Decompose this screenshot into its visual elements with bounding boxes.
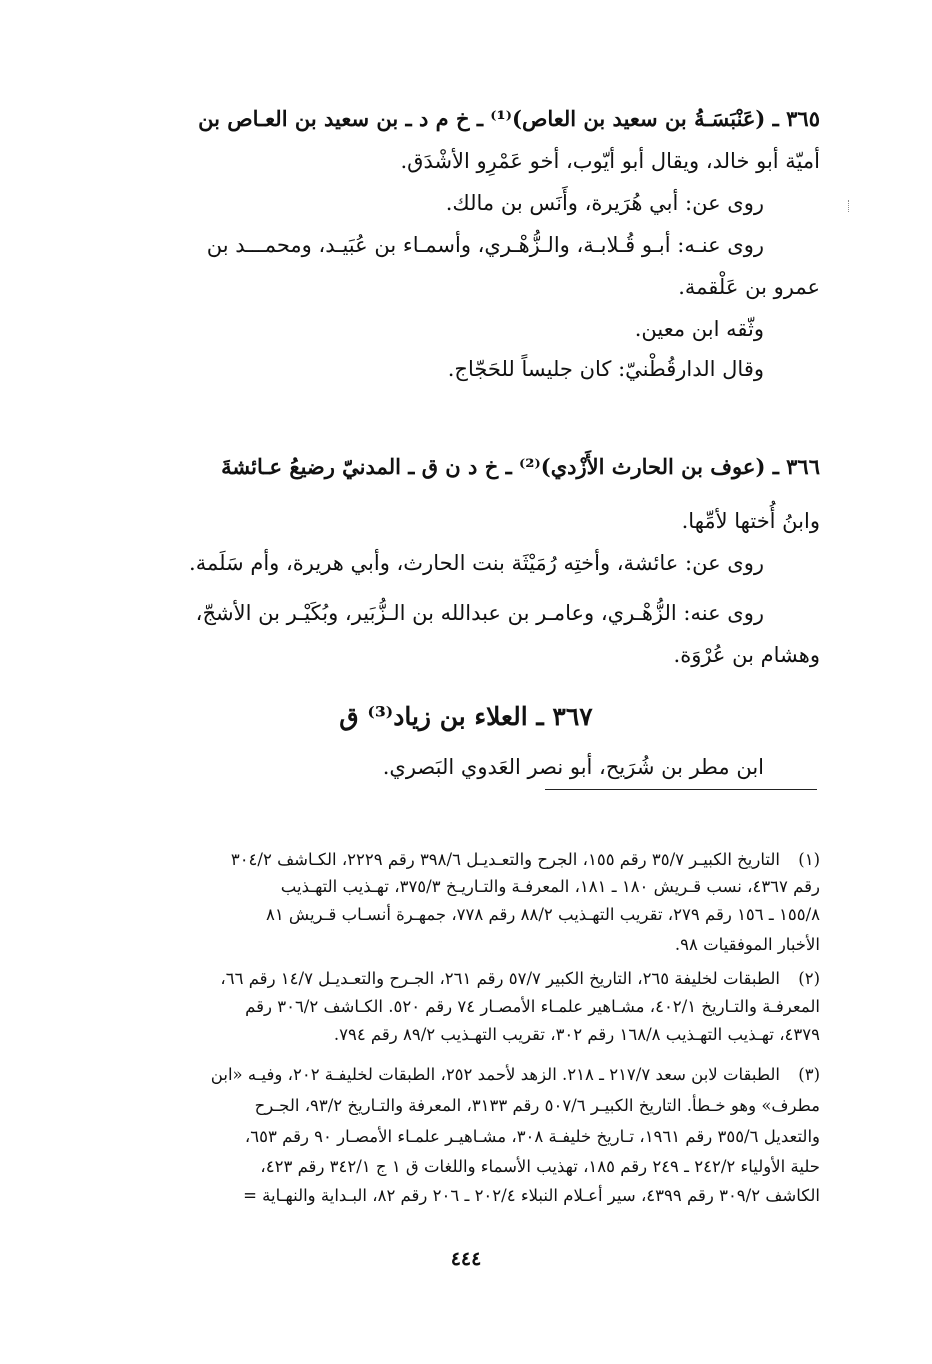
entry-365-line-2: أميّة أبو خالد، ويقال أبو أيّوب، أخو عَمْرِو الأشْدَق. [400,149,820,173]
footnote-1-marker: (١) [798,850,820,869]
footnote-2-marker: (٢) [798,969,820,988]
footnote-2-line-2: المعرفـة والتـاريخ ٤٠٢/١، مشـاهير علمـاء الأمصـار ٧٤ رقم ٥٢٠. الكـاشف ٣٠٦/٢ رقم [245,997,820,1016]
entry-366-line-2: وابنُ أُختها لأمِّها. [681,509,820,533]
footnote-1-line-1: التاريخ الكبيـر ٣٥/٧ رقم ١٥٥، الجرح والتعـديـل ٣٩٨/٦ رقم ٢٢٢٩، الكـاشف ٣٠٤/٢ [230,850,780,869]
entry-365-narrated-by: روى عنـه: أبـو قُـلابـة، والـزُّهْـري، وأسمـاء بن عُبَيـد، ومحمـــد بن [206,233,764,257]
footnote-1-line-2: رقم ٤٣٦٧، نسب قـريش ١٨٠ ـ ١٨١، المعرفـة والتـاريـخ ٣٧٥/٣، تهـذيب التهـذيب [280,877,820,896]
entry-366-line-1: ٣٦٦ ـ (عوف بن الحارث الأَزْدي)⁽²⁾ ـ خ د ن ق ـ المدنيّ رضيعُ عـائشةَ [221,454,820,479]
footnote-3-line-2: مطرف» وهو خـطأ. التاريخ الكبيـر ٥٠٧/٦ رقم ٣١٣٣، المعرفة والتـاريخ ٩٣/٢، الجـرح [254,1096,820,1115]
page-number: ٤٤٤ [450,1248,482,1270]
entry-365-daraqutni: وقال الدارقُطْنيّ: كان جليساً للحَجّاج. [447,357,764,381]
entry-366-line-5: وهشام بن عُرْوَة. [673,643,820,667]
footnote-2-line-1: الطبقات لخليفة ٢٦٥، التاريخ الكبير ٥٧/٧ رقم ٢٦١، الجـرح والتعـديـل ١٤/٧ رقم ٦٦، [220,969,780,988]
footnote-3-line-4: حلية الأولياء ٢٤٢/٢ ـ ٢٤٩ رقم ١٨٥، تهذيب الأسماء واللغات ق ١ ج ٣٤٢/١ رقم ٤٢٣، [260,1157,820,1176]
entry-367-title: ٣٦٧ ـ العلاء بن زياد⁽³⁾ ق [339,702,593,731]
margin-mark [848,200,851,212]
footnote-2-line-3: ٤٣٧٩، تهـذيب التهـذيب ١٦٨/٨ رقم ٣٠٢، تقريب التهـذيب ٨٩/٢ رقم ٧٩٤. [333,1025,820,1044]
footnote-1-line-3: ١٥٥/٨ ـ ١٥٦ رقم ٢٧٩، تقريب التهـذيب ٨٨/٢ رقم ٧٧٨، جمهـرة أنسـاب قـريش ٨١ [265,905,820,924]
footnote-3-marker: (٣) [798,1065,820,1084]
footnote-3-line-1: الطبقات لابن سعد ٢١٧/٧ ـ ٢١٨. الزهد لأحمد ٢٥٢، الطبقات لخليفـة ٢٠٢، وفيـه «ابن [210,1065,780,1084]
entry-366-narrated-by: روى عنه: الزُّهْـري، وعامـر بن عبدالله بن الـزُّبَير، وبُكَيْـر بن الأشجّ، [195,601,764,625]
footnote-1-line-4: الأخبار الموفقيات ٩٨. [674,935,820,954]
entry-365-line-5: عمرو بن عَلْقمة. [678,275,820,299]
footnote-3-line-5: الكاشف ٣٠٩/٢ رقم ٤٣٩٩، سير أعـلام النبلاء ٢٠٢/٤ ـ ٢٠٦ رقم ٨٢، البـداية والنهـاية = [243,1186,820,1205]
footnote-separator [545,789,817,790]
entry-365-narrated-from: روى عن: أبي هُرَيرة، وأَنَس بن مالك. [445,191,764,215]
entry-365-trust: وثّقه ابن معين. [634,317,764,341]
entry-367-line-1: ابن مطر بن شُرَيح، أبو نصر العَدوي البَصري. [382,755,764,779]
entry-366-narrated-from: روى عن: عائشة، وأختِه رُمَيْثَة بنت الحارث، وأبي هريرة، وأم سَلَمة. [189,551,764,575]
footnote-3-line-3: والتعديل ٣٥٥/٦ رقم ١٩٦١، تـاريخ خليفـة ٣٠٨، مشـاهيـر علمـاء الأمصـار ٩٠ رقم ٦٥٣، [244,1127,820,1146]
entry-365-line-1: ٣٦٥ ـ (عَنْبَسَـةُ بن سعيد بن العاص)⁽¹⁾ ـ خ م د ـ بن سعيد بن العـاص بن [198,106,820,131]
